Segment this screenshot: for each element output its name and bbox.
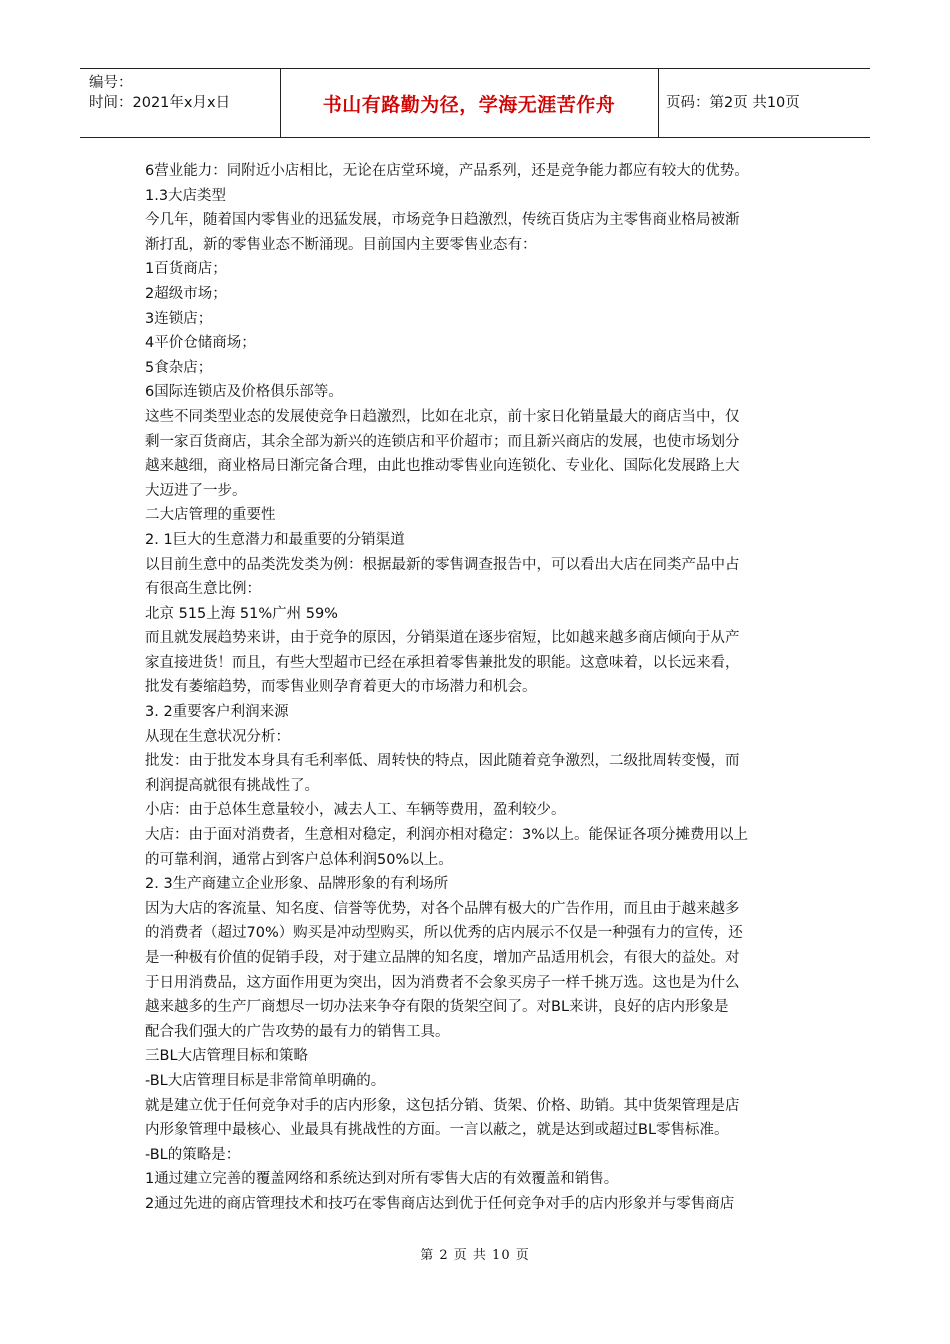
text-line: 大店：由于面对消费者，生意相对稳定，利润亦相对稳定：3%以上。能保证各项分摊费用以上 <box>145 827 748 844</box>
section-heading: 2. 1巨大的生意潜力和最重要的分销渠道 <box>145 531 405 548</box>
text-line: 以目前生意中的品类洗发类为例：根据最新的零售调查报告中，可以看出大店在同类产品中占 <box>145 556 740 573</box>
header-divider <box>658 69 659 137</box>
list-item: 5食杂店； <box>145 359 213 376</box>
text-line: 有很高生意比例： <box>145 581 261 598</box>
text-line: 就是建立优于任何竞争对手的店内形象，这包括分销、货架、价格、助销。其中货架管理是店 <box>145 1097 740 1114</box>
text-line: 6营业能力：同附近小店相比，无论在店堂环境，产品系列，还是竞争能力都应有较大的优势。 <box>145 163 749 179</box>
text-line: 家直接进货！而且，有些大型超市已经在承担着零售兼批发的职能。这意味着，以长远来看， <box>145 654 740 671</box>
text-line: 越来越多的生产厂商想尽一切办法来争夺有限的货架空间了。对BL来讲，良好的店内形象是 <box>145 999 729 1016</box>
list-item: 2通过先进的商店管理技术和技巧在零售商店达到优于任何竞争对手的店内形象并与零售商店 <box>145 1195 735 1212</box>
document-body <box>145 159 815 1217</box>
list-item: 1百货商店； <box>145 261 227 278</box>
text-line: 大迈进了一步。 <box>145 482 247 499</box>
text-line: 渐打乱，新的零售业态不断涌现。目前国内主要零售业态有： <box>145 236 537 253</box>
text-line: 剩一家百货商店，其余全部为新兴的连锁店和平价超市；而且新兴商店的发展，也使市场划分 <box>145 433 740 450</box>
list-item: 3连锁店； <box>145 310 213 327</box>
header-info <box>89 73 230 113</box>
text-line: 于日用消费品，这方面作用更为突出，因为消费者不会象买房子一样千挑万选。这也是为什么 <box>145 974 740 991</box>
text-line: 从现在生意状况分析： <box>145 728 290 745</box>
header-page-number: 页码：第2页 共10页 <box>666 95 800 111</box>
text-line: -BL的策略是： <box>145 1146 241 1163</box>
text-line: 因为大店的客流量、知名度、信誉等优势，对各个品牌有极大的广告作用，而且由于越来越多 <box>145 900 740 917</box>
text-line: 小店：由于总体生意量较小，减去人工、车辆等费用，盈利较少。 <box>145 802 566 819</box>
page-footer: 第 2 页 共 10 页 <box>420 1248 530 1263</box>
header-motto: 书山有路勤为径，学海无涯苦作舟 <box>322 93 616 116</box>
section-heading: 1.3大店类型 <box>145 187 227 204</box>
document-number-label: 编号： <box>89 75 133 91</box>
text-line: 而且就发展趋势来讲，由于竞争的原因，分销渠道在逐步宿短，比如越来越多商店倾向于从产 <box>145 630 740 647</box>
list-item: 6国际连锁店及价格俱乐部等。 <box>145 384 343 401</box>
text-line: 的消费者（超过70%）购买是冲动型购买，所以优秀的店内展示不仅是一种强有力的宣传，还 <box>145 925 743 942</box>
list-item: 4平价仓储商场； <box>145 335 256 352</box>
text-line: 利润提高就很有挑战性了。 <box>145 777 319 794</box>
text-line: 配合我们强大的广告攻势的最有力的销售工具。 <box>145 1023 450 1040</box>
text-line: 北京 515上海 51%广州 59% <box>145 605 338 622</box>
section-heading: 2. 3生产商建立企业形象、品牌形象的有利场所 <box>145 876 449 893</box>
section-heading: 三BL大店管理目标和策略 <box>145 1048 309 1065</box>
text-line: 的可靠利润，通常占到客户总体利润50%以上。 <box>145 851 453 868</box>
page-header <box>80 68 870 138</box>
text-line: 批发：由于批发本身具有毛利率低、周转快的特点，因此随着竞争激烈，二级批周转变慢，而 <box>145 753 740 770</box>
text-line: 内形象管理中最核心、业最具有挑战性的方面。一言以蔽之，就是达到或超过BL零售标准。 <box>145 1122 729 1139</box>
text-line: 是一种极有价值的促销手段，对于建立品牌的知名度，增加产品适用机会，有很大的益处。对 <box>145 950 740 966</box>
text-line: 批发有萎缩趋势，而零售业则孕育着更大的市场潜力和机会。 <box>145 679 537 696</box>
text-line: 今几年，随着国内零售业的迅猛发展，市场竞争日趋激烈，传统百货店为主零售商业格局被渐 <box>145 212 740 229</box>
list-item: 2超级市场； <box>145 285 227 302</box>
text-line: -BL大店管理目标是非常简单明确的。 <box>145 1072 386 1089</box>
section-heading: 二大店管理的重要性 <box>145 507 276 524</box>
document-time-label: 时间：2021年x月x日 <box>89 95 231 111</box>
text-line: 越来越细，商业格局日渐完备合理，由此也推动零售业向连锁化、专业化、国际化发展路上大 <box>145 458 740 475</box>
text-line: 这些不同类型业态的发展使竞争日趋激烈，比如在北京，前十家日化销量最大的商店当中，仅 <box>145 408 740 425</box>
section-heading: 3. 2重要客户利润来源 <box>145 704 289 721</box>
list-item: 1通过建立完善的覆盖网络和系统达到对所有零售大店的有效覆盖和销售。 <box>145 1171 619 1188</box>
